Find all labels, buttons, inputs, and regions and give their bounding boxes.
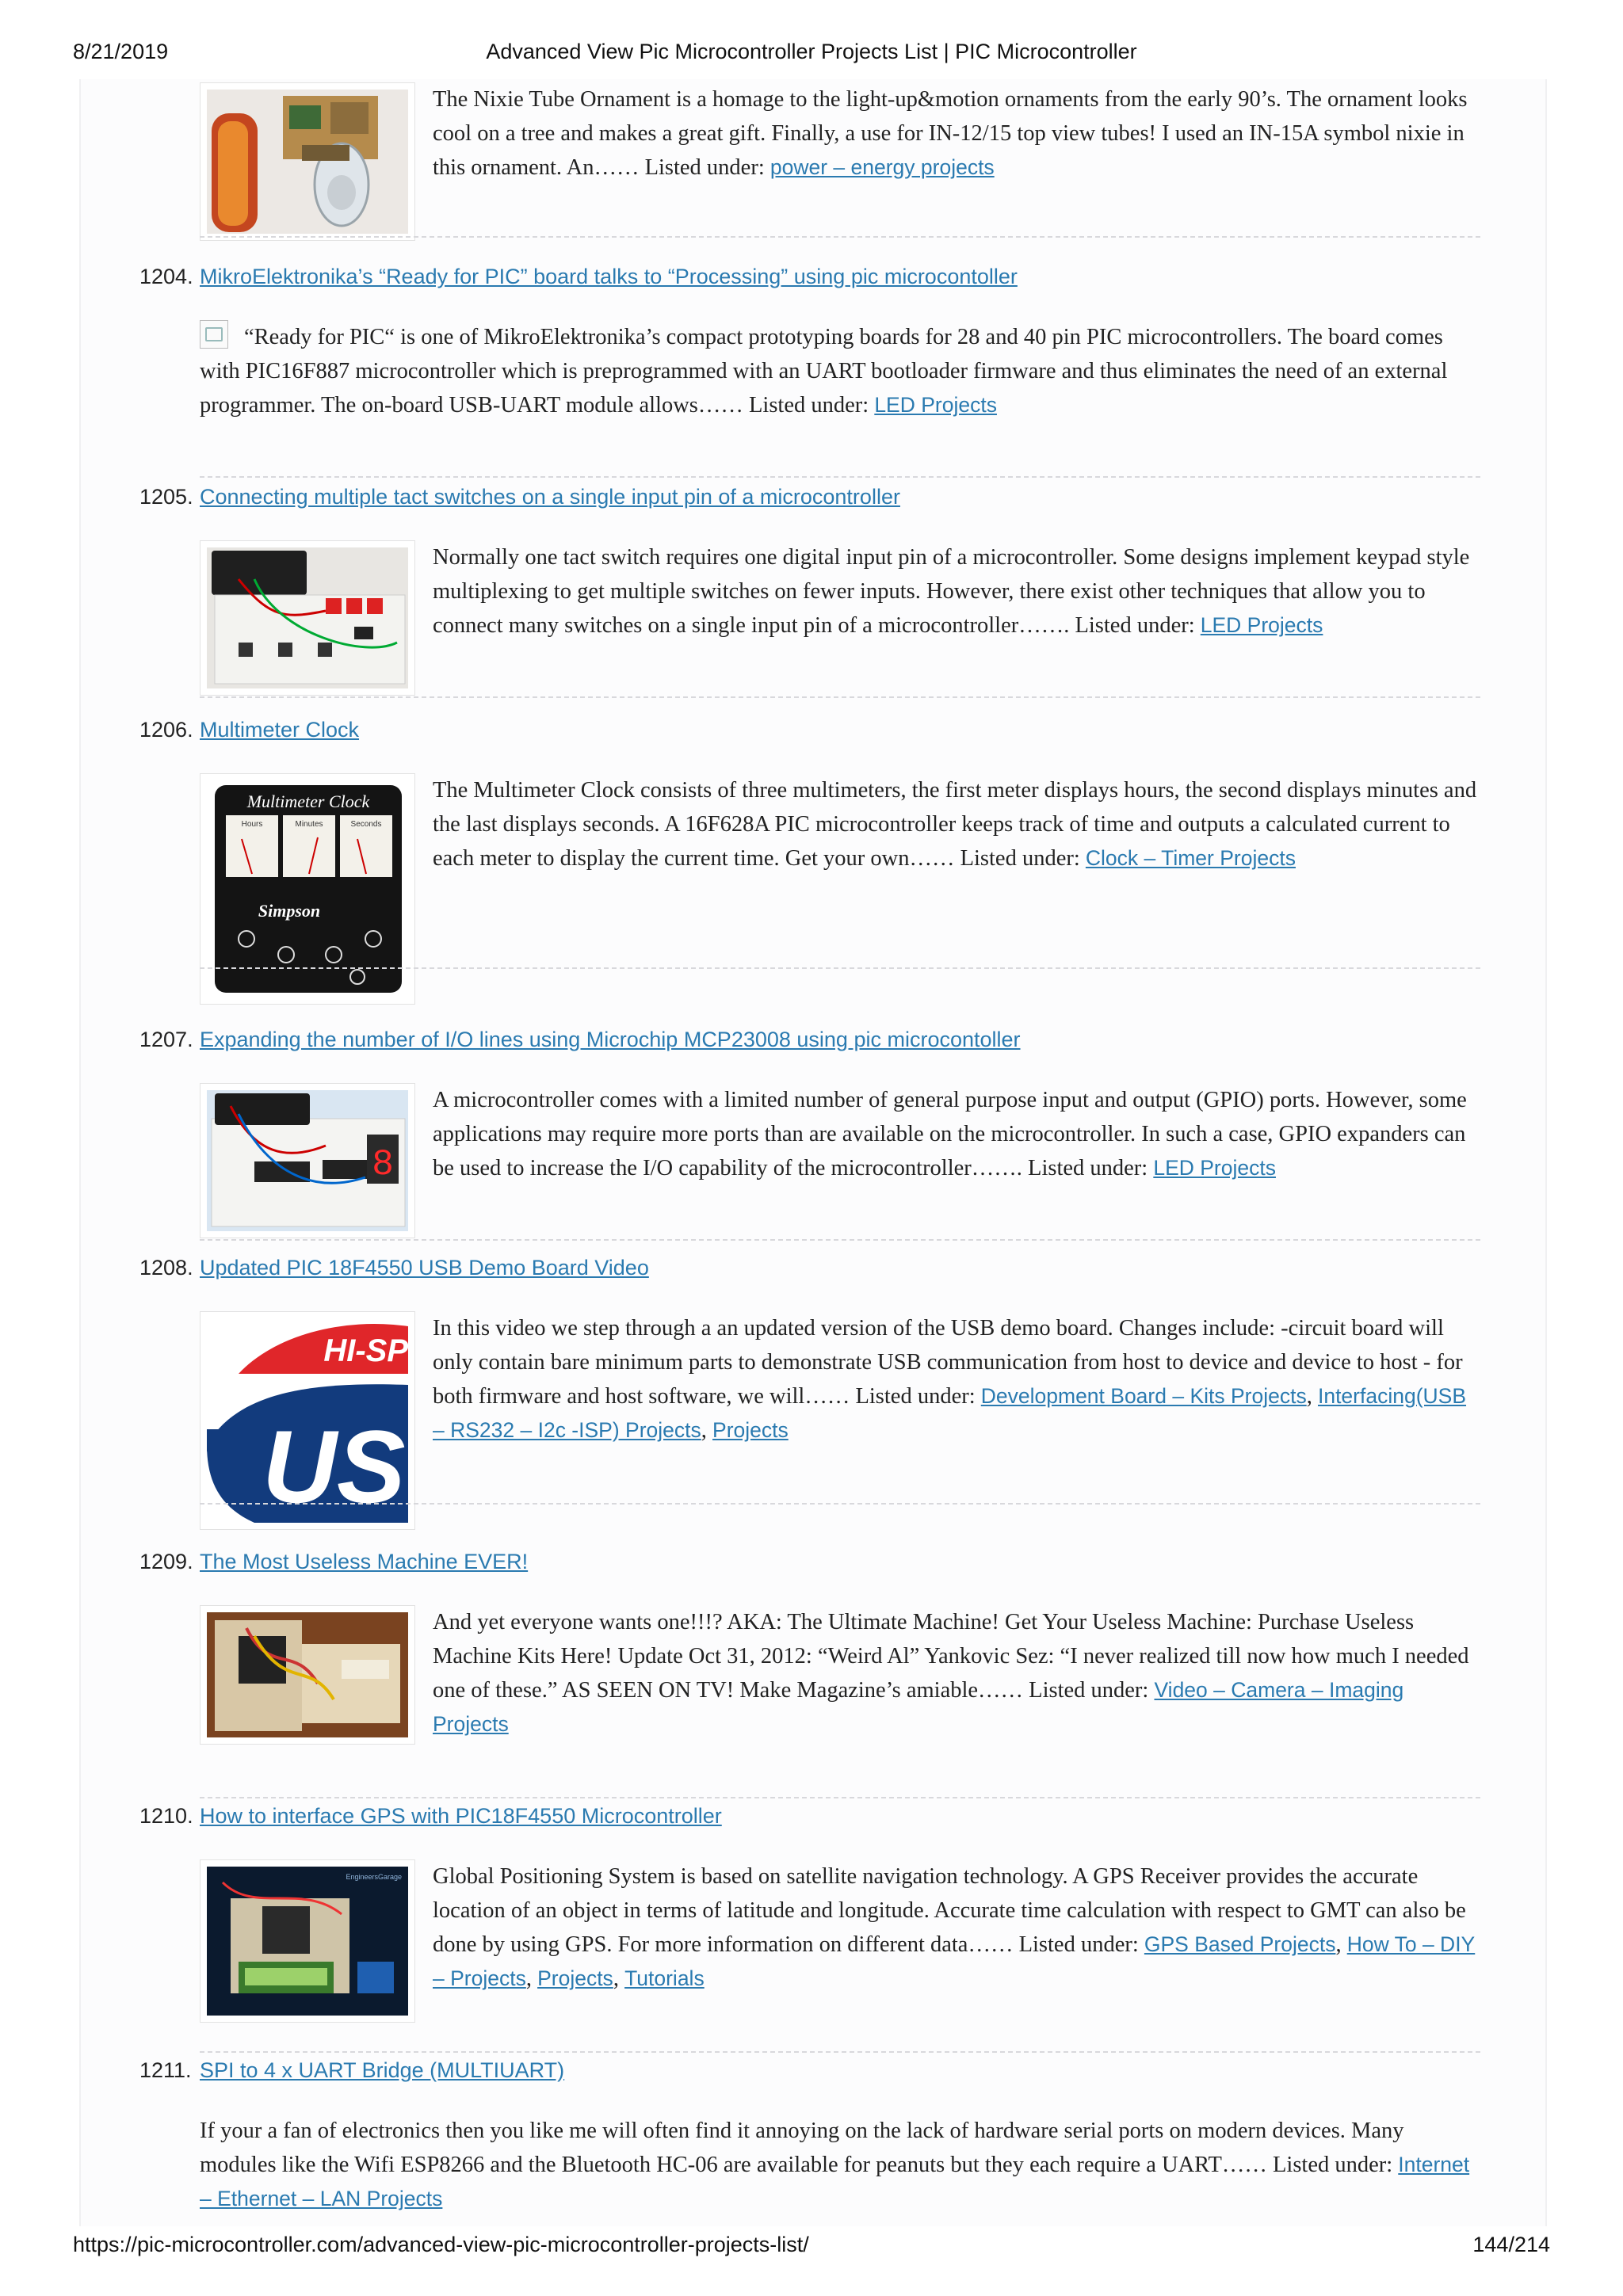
category-link[interactable]: Video – Camera – Imaging Projects bbox=[433, 1678, 1404, 1736]
entry-number: 1206. bbox=[139, 718, 193, 742]
thumbnail-image[interactable] bbox=[200, 1311, 415, 1530]
useless-machine-photo bbox=[207, 1612, 408, 1737]
svg-text:Seconds: Seconds bbox=[350, 820, 382, 829]
divider bbox=[200, 1239, 1480, 1241]
category-link[interactable]: Projects bbox=[712, 1418, 789, 1442]
entry-description: “Ready for PIC“ is one of MikroElektronika’s compact prototyping boards for 28 and 40 pin PIC microcontrollers. The board comes with PIC16F887 microcontroller which is preprogrammed with an UART bootloader firmware and thus eliminates the need of an external programmer. The on-board USB-UART module allows…… Listed under: LED Projects bbox=[200, 320, 1468, 422]
entry-number: 1209. bbox=[139, 1550, 193, 1573]
gps-board-photo bbox=[207, 1867, 408, 2016]
category-link[interactable]: How To – DIY – Projects bbox=[433, 1932, 1476, 1990]
entry-number: 1208. bbox=[139, 1256, 193, 1280]
divider bbox=[200, 236, 1480, 238]
entry-number: 1211. bbox=[139, 2058, 192, 2082]
category-link[interactable]: LED Projects bbox=[1153, 1156, 1276, 1180]
svg-text:HI-SP: HI-SP bbox=[323, 1333, 408, 1368]
thumbnail-image[interactable] bbox=[200, 773, 415, 1005]
entry-title-link[interactable]: Multimeter Clock bbox=[200, 718, 360, 742]
category-link[interactable]: GPS Based Projects bbox=[1144, 1932, 1336, 1956]
thumbnail-image[interactable] bbox=[200, 1859, 415, 2023]
entry-title-link[interactable]: SPI to 4 x UART Bridge (MULTIUART) bbox=[200, 2058, 565, 2082]
category-link[interactable]: LED Projects bbox=[1200, 613, 1323, 637]
category-link[interactable]: Clock – Timer Projects bbox=[1085, 846, 1296, 870]
divider bbox=[200, 1797, 1480, 1798]
multimeter-clock-photo bbox=[207, 780, 408, 997]
entry-number: 1205. bbox=[139, 485, 193, 509]
category-link[interactable]: Projects bbox=[537, 1966, 613, 1990]
entry-title-link[interactable]: Expanding the number of I/O lines using Microchip MCP23008 using pic microcontoller bbox=[200, 1028, 1021, 1051]
print-date: 8/21/2019 bbox=[73, 40, 169, 63]
thumbnail-image[interactable] bbox=[200, 540, 415, 696]
category-link[interactable]: Tutorials bbox=[624, 1966, 705, 1990]
svg-text:Minutes: Minutes bbox=[295, 820, 323, 829]
entry-title-link[interactable]: MikroElektronika’s “Ready for PIC” board talks to “Processing” using pic microcontoller bbox=[200, 265, 1018, 288]
divider bbox=[200, 1503, 1480, 1505]
thumbnail-image[interactable] bbox=[200, 1605, 415, 1745]
breadboard-switches-photo bbox=[207, 547, 408, 688]
entry-number: 1210. bbox=[139, 1804, 193, 1828]
entry-title-link[interactable]: The Most Useless Machine EVER! bbox=[200, 1550, 529, 1573]
image-title-text: Multimeter Clock bbox=[246, 791, 370, 811]
page-title: Advanced View Pic Microcontroller Projects List | PIC Microcontroller bbox=[486, 40, 1137, 63]
category-link[interactable]: Internet – Ethernet – LAN Projects bbox=[200, 2153, 1470, 2210]
divider bbox=[200, 967, 1480, 969]
svg-text:8: 8 bbox=[372, 1144, 394, 1185]
usb-logo-image bbox=[207, 1318, 408, 1523]
page-url: https://pic-microcontroller.com/advanced-view-pic-microcontroller-projects-list/ bbox=[73, 2233, 809, 2256]
entry-description: And yet everyone wants one!!!? AKA: The Ultimate Machine! Get Your Useless Machine: Purchase Useless Machine Kits Here! Update Oct 31, 2012: “Weird Al” Yankovic Sez: “I never realized till now how much I needed one of these.” AS SEEN ON TV! Make Magazine’s amiable…… Listed under: Video – Camera – Imaging Projects bbox=[433, 1610, 1469, 1736]
thumbnail-image[interactable] bbox=[200, 82, 415, 241]
entry-number: 1204. bbox=[139, 265, 193, 288]
category-link[interactable]: Interfacing(USB – RS232 – I2c -ISP) Projects bbox=[433, 1384, 1467, 1442]
entry-title-link[interactable]: Connecting multiple tact switches on a single input pin of a microcontroller bbox=[200, 485, 900, 509]
svg-text:Hours: Hours bbox=[241, 820, 263, 829]
entry-description: The Multimeter Clock consists of three multimeters, the first meter displays hours, the second displays minutes and the last displays seconds. A 16F628A PIC microcontroller keeps track of time and outputs a calculated current to each meter to display the current time. Get your own…… Listed under: Clock – Timer Projects bbox=[433, 778, 1477, 871]
category-link[interactable]: Development Board – Kits Projects bbox=[980, 1384, 1307, 1408]
svg-text:Simpson: Simpson bbox=[258, 901, 321, 921]
gpio-expander-breadboard-photo bbox=[207, 1090, 408, 1231]
entry-title-link[interactable]: Updated PIC 18F4550 USB Demo Board Video bbox=[200, 1256, 649, 1280]
divider bbox=[200, 696, 1480, 698]
entry-number: 1207. bbox=[139, 1028, 193, 1051]
entry-description: The Nixie Tube Ornament is a homage to the light-up&motion ornaments from the early 90’s. The ornament looks cool on a tree and makes a great gift. Finally, a use for IN-12/15 top view tubes! I used an IN-15A symbol nixie in this ornament. An…… Listed under: power – energy projects bbox=[433, 87, 1468, 180]
divider bbox=[200, 2051, 1480, 2053]
svg-text:EngineersGarage: EngineersGarage bbox=[346, 1873, 402, 1881]
entry-description: A microcontroller comes with a limited number of general purpose input and output (GPIO) ports. However, some applications may require more ports than are available on the microcontroller. In such a case, GPIO expanders can be used to increase the I/O capability of the microcontroller……. Listed under: LED Projects bbox=[433, 1088, 1467, 1180]
entry-title-link[interactable]: How to interface GPS with PIC18F4550 Microcontroller bbox=[200, 1804, 722, 1828]
category-link[interactable]: power – energy projects bbox=[769, 155, 995, 179]
nixie-ornament-photo bbox=[207, 90, 408, 234]
entry-description: In this video we step through a an updated version of the USB demo board. Changes include: -circuit board will only contain bare minimum parts to demonstrate USB communication from host to device and device to host - for both firmware and host software, we will…… Listed under: Development Board – Kits Projects, Interfacing(USB – RS232 – I2c -ISP) Projects, Projects bbox=[433, 1316, 1467, 1443]
thumbnail-image[interactable] bbox=[200, 1083, 415, 1238]
entry-description: Global Positioning System is based on satellite navigation technology. A GPS Receiver provides the accurate location of an object in terms of latitude and longitude. Accurate time calculation with respect to GMT can also be done by using GPS. For more information on different data…… Listed under: GPS Based Projects, How To – DIY – Projects, Projects, Tutorials bbox=[433, 1864, 1476, 1991]
entry-description: Normally one tact switch requires one digital input pin of a microcontroller. Some designs implement keypad style multiplexing to get multiple switches on fewer inputs. However, there exist other techniques that allow you to connect many switches on a single input pin of a microcontroller……. Listed under: LED Projects bbox=[433, 545, 1470, 638]
entry-description: If your a fan of electronics then you like me will often find it annoying on the lack of hardware serial ports on modern devices. Many modules like the Wifi ESP8266 and the Bluetooth HC-06 are available for peanuts but they each require a UART…… Listed under: Internet – Ethernet – LAN Projects bbox=[200, 2119, 1470, 2210]
svg-text:US: US bbox=[262, 1409, 406, 1523]
page-number: 144/214 bbox=[1472, 2233, 1550, 2256]
broken-image-icon bbox=[200, 320, 228, 349]
divider bbox=[200, 476, 1480, 478]
category-link[interactable]: LED Projects bbox=[874, 393, 997, 417]
